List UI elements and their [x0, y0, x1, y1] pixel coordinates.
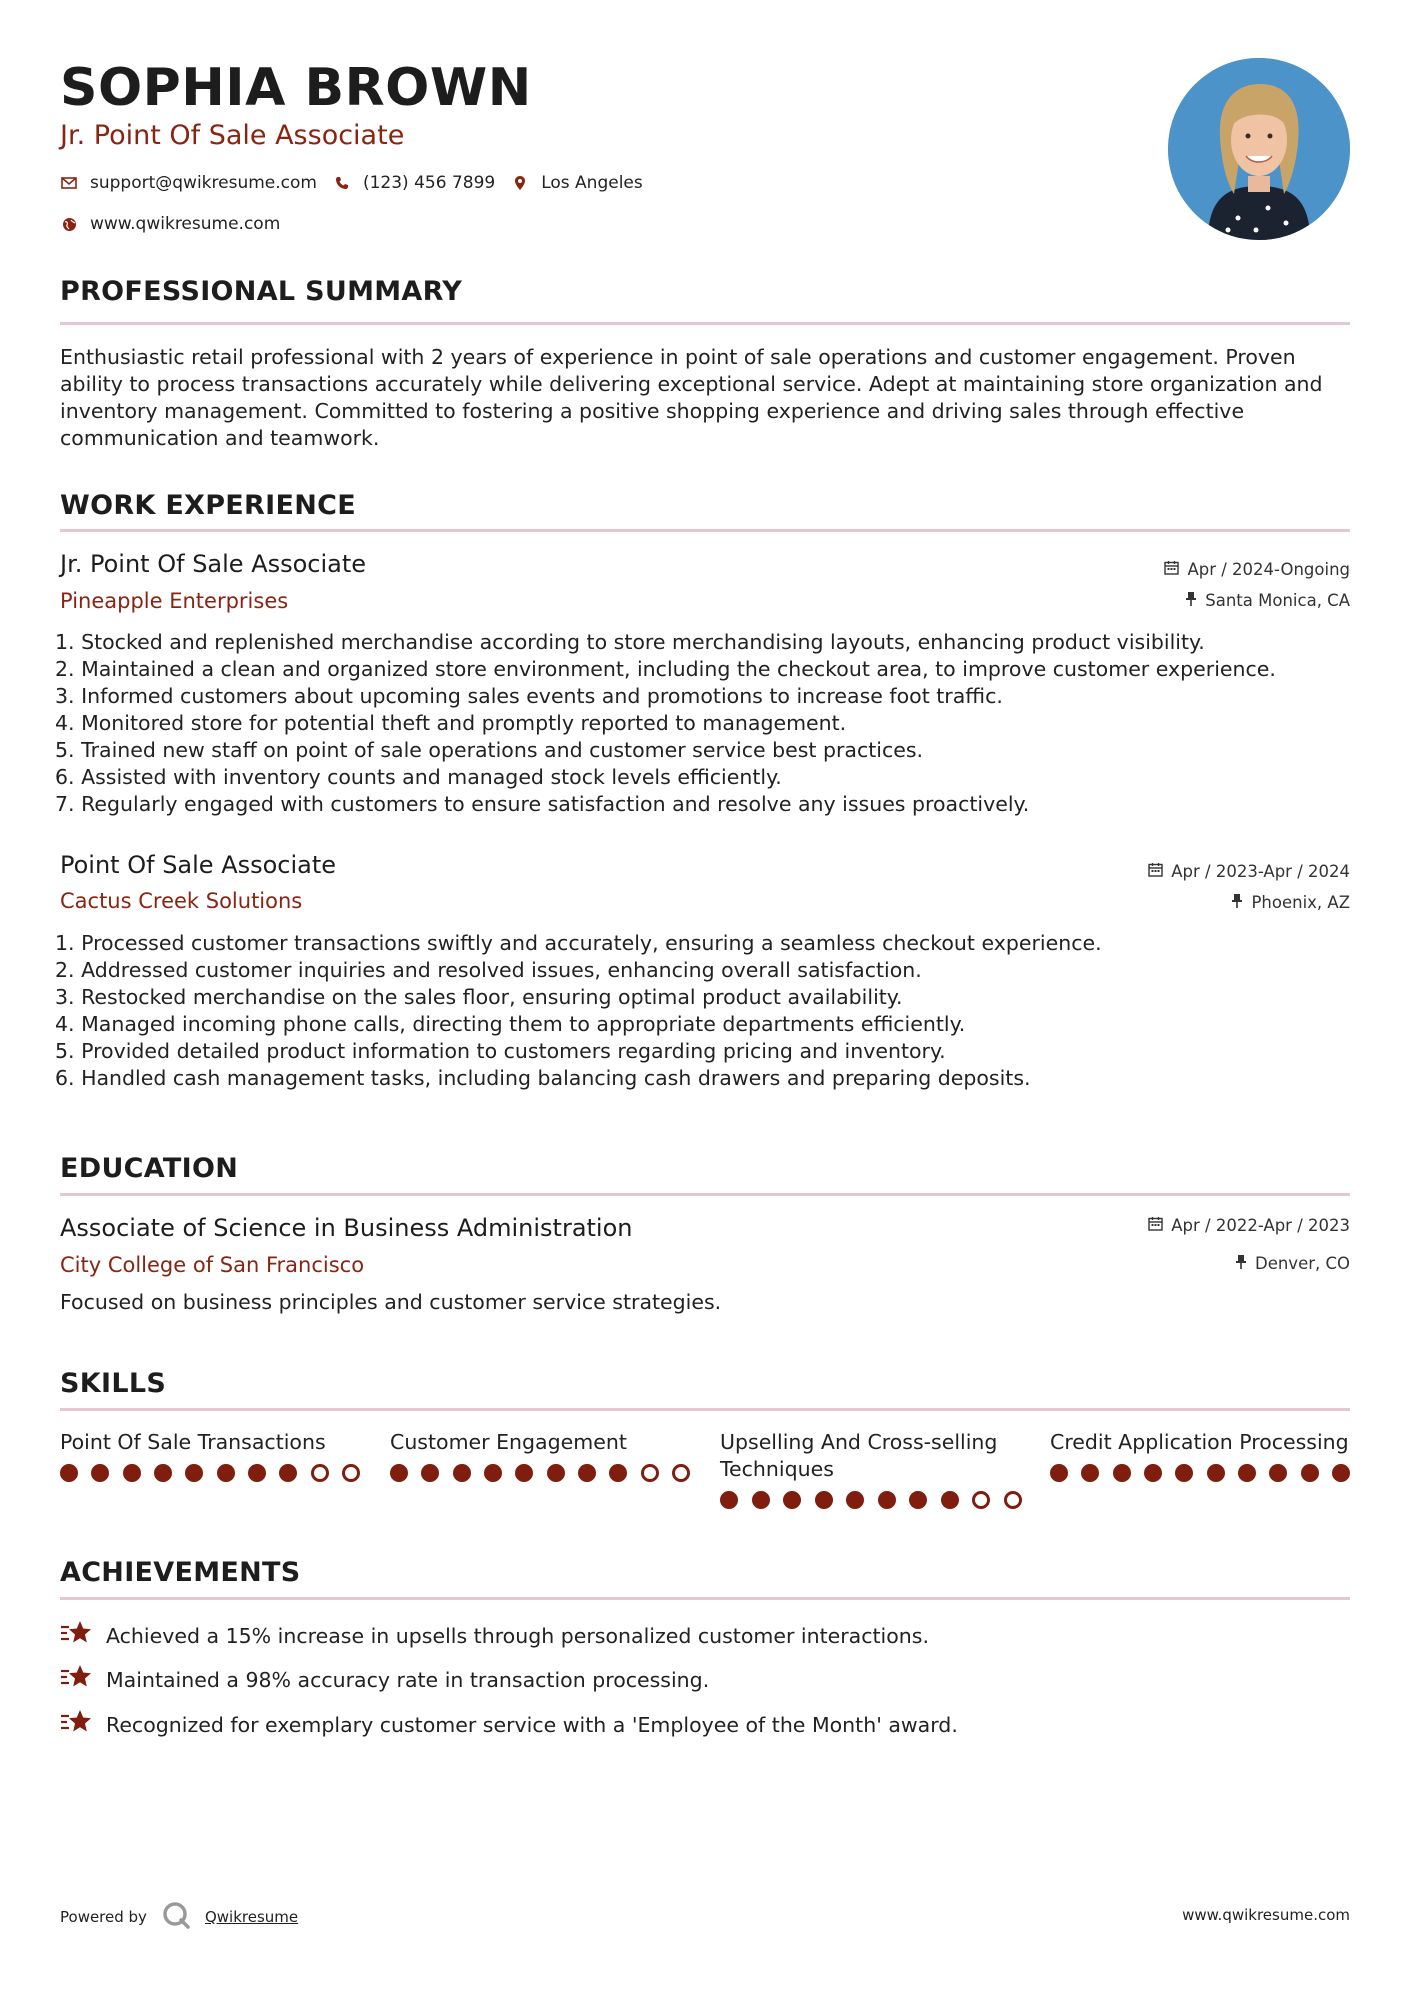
- rating-dot-filled: [1144, 1464, 1162, 1482]
- list-item: 5. Trained new staff on point of sale operations and customer service best practices.: [55, 738, 924, 762]
- list-item: 1. Stocked and replenished merchandise according to store merchandising layouts, enhancing product visibility.: [55, 630, 1205, 654]
- education-dates: [1148, 1216, 1350, 1235]
- job-title: Jr. Point Of Sale Associate: [60, 550, 367, 578]
- section-divider: [60, 1193, 1350, 1196]
- rating-dot-filled: [783, 1491, 801, 1509]
- rating-dot-filled: [909, 1491, 927, 1509]
- job-dates-text: Apr / 2023-Apr / 2024: [1171, 862, 1350, 881]
- rating-dot-filled: [1238, 1464, 1256, 1482]
- star-award-icon: [60, 1708, 92, 1741]
- job-dates: [1148, 862, 1350, 881]
- rating-dot-empty: [342, 1464, 360, 1482]
- achievement-text: Recognized for exemplary customer service with a 'Employee of the Month' award.: [106, 1712, 958, 1737]
- calendar-icon: [1148, 1216, 1163, 1235]
- list-item: 5. Provided detailed product information to customers regarding pricing and inventory.: [55, 1039, 946, 1063]
- skill-item: [390, 1429, 690, 1482]
- job-location: [1231, 893, 1350, 912]
- rating-dot-empty: [311, 1464, 329, 1482]
- skill-rating: [720, 1491, 1030, 1509]
- location-text: Los Angeles: [541, 173, 643, 193]
- pushpin-icon: [1185, 591, 1197, 610]
- powered-by-label: Powered by: [60, 1908, 147, 1926]
- phone-icon: [333, 174, 351, 192]
- job-location-text: Phoenix, AZ: [1251, 893, 1350, 912]
- globe-icon: [60, 215, 78, 233]
- rating-dot-filled: [515, 1464, 533, 1482]
- list-item: 2. Addressed customer inquiries and resolved issues, enhancing overall satisfaction.: [55, 958, 922, 982]
- job-bullets: [55, 930, 1355, 1092]
- map-marker-icon: [511, 174, 529, 192]
- footer-website[interactable]: www.qwikresume.com: [1182, 1906, 1350, 1924]
- section-title-experience: WORK EXPERIENCE: [60, 490, 356, 521]
- rating-dot-empty: [972, 1491, 990, 1509]
- company-name: Cactus Creek Solutions: [60, 889, 303, 913]
- rating-dot-filled: [720, 1491, 738, 1509]
- summary-text: Enthusiastic retail professional with 2 years of experience in point of sale operations and customer engagement. Proven ability to process transactions accurately while delivering exceptional service. Adept at maintaining store organization and inventory management. Committed to fostering a positive shopping experience and driving sales through effective communication and teamwork.: [60, 345, 1323, 450]
- education-location-text: Denver, CO: [1254, 1254, 1350, 1273]
- list-item: 3. Informed customers about upcoming sales events and promotions to increase foot traffic.: [55, 684, 1003, 708]
- rating-dot-filled: [123, 1464, 141, 1482]
- rating-dot-filled: [60, 1464, 78, 1482]
- education-description: Focused on business principles and customer service strategies.: [60, 1290, 722, 1314]
- list-item: 3. Restocked merchandise on the sales floor, ensuring optimal product availability.: [55, 985, 903, 1009]
- education-dates-text: Apr / 2022-Apr / 2023: [1171, 1216, 1350, 1235]
- skill-rating: [1050, 1464, 1350, 1482]
- rating-dot-filled: [878, 1491, 896, 1509]
- achievement-item: [60, 1708, 958, 1741]
- rating-dot-filled: [248, 1464, 266, 1482]
- skill-name: Upselling And Cross-selling Techniques: [720, 1430, 998, 1481]
- achievement-text: Maintained a 98% accuracy rate in transaction processing.: [106, 1667, 710, 1692]
- rating-dot-filled: [1207, 1464, 1225, 1482]
- rating-dot-filled: [1269, 1464, 1287, 1482]
- candidate-name: SOPHIA BROWN: [60, 58, 532, 118]
- phone-text[interactable]: (123) 456 7899: [362, 173, 496, 193]
- rating-dot-filled: [578, 1464, 596, 1482]
- website-text[interactable]: www.qwikresume.com: [90, 214, 281, 234]
- rating-dot-filled: [1332, 1464, 1350, 1482]
- school-name: City College of San Francisco: [60, 1253, 365, 1277]
- rating-dot-filled: [217, 1464, 235, 1482]
- achievement-item: [60, 1663, 709, 1696]
- rating-dot-filled: [484, 1464, 502, 1482]
- rating-dot-filled: [1175, 1464, 1193, 1482]
- list-item: 1. Processed customer transactions swiftly and accurately, ensuring a seamless checkout experience.: [55, 931, 1102, 955]
- star-award-icon: [60, 1619, 92, 1652]
- contact-row: [60, 173, 643, 193]
- skill-rating: [60, 1464, 360, 1482]
- list-item: 4. Monitored store for potential theft and promptly reported to management.: [55, 711, 847, 735]
- rating-dot-filled: [1050, 1464, 1068, 1482]
- job-bullets: [55, 629, 1355, 818]
- rating-dot-filled: [1301, 1464, 1319, 1482]
- list-item: 6. Assisted with inventory counts and managed stock levels efficiently.: [55, 765, 782, 789]
- list-item: 2. Maintained a clean and organized store environment, including the checkout area, to improve customer experience.: [55, 657, 1276, 681]
- section-title-achievements: ACHIEVEMENTS: [60, 1557, 301, 1588]
- calendar-icon: [1164, 560, 1179, 579]
- rating-dot-filled: [547, 1464, 565, 1482]
- qwikresume-logo-icon: [161, 1900, 191, 1934]
- footer-powered-by: [60, 1900, 298, 1934]
- skill-name: Point Of Sale Transactions: [60, 1430, 326, 1454]
- company-name: Pineapple Enterprises: [60, 589, 289, 613]
- section-title-summary: PROFESSIONAL SUMMARY: [60, 276, 463, 307]
- rating-dot-filled: [185, 1464, 203, 1482]
- section-title-skills: SKILLS: [60, 1368, 167, 1399]
- rating-dot-filled: [1113, 1464, 1131, 1482]
- job-location-text: Santa Monica, CA: [1205, 591, 1350, 610]
- rating-dot-filled: [752, 1491, 770, 1509]
- envelope-icon: [60, 174, 78, 192]
- skill-item: [720, 1429, 1030, 1509]
- pushpin-icon: [1231, 893, 1243, 912]
- star-award-icon: [60, 1663, 92, 1696]
- skill-name: Customer Engagement: [390, 1430, 627, 1454]
- job-title: Point Of Sale Associate: [60, 851, 337, 879]
- skill-rating: [390, 1464, 690, 1482]
- rating-dot-filled: [815, 1491, 833, 1509]
- skill-item: [1050, 1429, 1350, 1482]
- website-row: [60, 214, 280, 234]
- education-location: [1235, 1254, 1350, 1273]
- profile-photo: [1168, 58, 1350, 240]
- section-divider: [60, 322, 1350, 325]
- skill-name: Credit Application Processing: [1050, 1430, 1349, 1454]
- rating-dot-filled: [1081, 1464, 1099, 1482]
- list-item: 7. Regularly engaged with customers to ensure satisfaction and resolve any issues proactively.: [55, 792, 1030, 816]
- job-location: [1185, 591, 1350, 610]
- rating-dot-empty: [672, 1464, 690, 1482]
- section-divider: [60, 1597, 1350, 1600]
- section-title-education: EDUCATION: [60, 1153, 239, 1184]
- list-item: 6. Handled cash management tasks, including balancing cash drawers and preparing deposits.: [55, 1066, 1031, 1090]
- rating-dot-empty: [641, 1464, 659, 1482]
- section-divider: [60, 1408, 1350, 1411]
- rating-dot-filled: [609, 1464, 627, 1482]
- rating-dot-filled: [154, 1464, 172, 1482]
- rating-dot-filled: [279, 1464, 297, 1482]
- section-divider: [60, 529, 1350, 532]
- candidate-role: Jr. Point Of Sale Associate: [60, 120, 405, 151]
- rating-dot-filled: [390, 1464, 408, 1482]
- degree-title: Associate of Science in Business Administration: [60, 1214, 633, 1242]
- list-item: 4. Managed incoming phone calls, directing them to appropriate departments efficiently.: [55, 1012, 966, 1036]
- rating-dot-empty: [1004, 1491, 1022, 1509]
- rating-dot-filled: [941, 1491, 959, 1509]
- rating-dot-filled: [846, 1491, 864, 1509]
- achievement-text: Achieved a 15% increase in upsells through personalized customer interactions.: [106, 1623, 929, 1648]
- achievement-item: [60, 1619, 929, 1652]
- job-dates: [1164, 560, 1350, 579]
- pushpin-icon: [1235, 1254, 1247, 1273]
- calendar-icon: [1148, 862, 1163, 881]
- rating-dot-filled: [421, 1464, 439, 1482]
- brand-link[interactable]: Qwikresume: [204, 1908, 299, 1926]
- rating-dot-filled: [453, 1464, 471, 1482]
- job-dates-text: Apr / 2024-Ongoing: [1187, 560, 1350, 579]
- skill-item: [60, 1429, 360, 1482]
- email-text[interactable]: support@qwikresume.com: [90, 173, 317, 193]
- rating-dot-filled: [91, 1464, 109, 1482]
